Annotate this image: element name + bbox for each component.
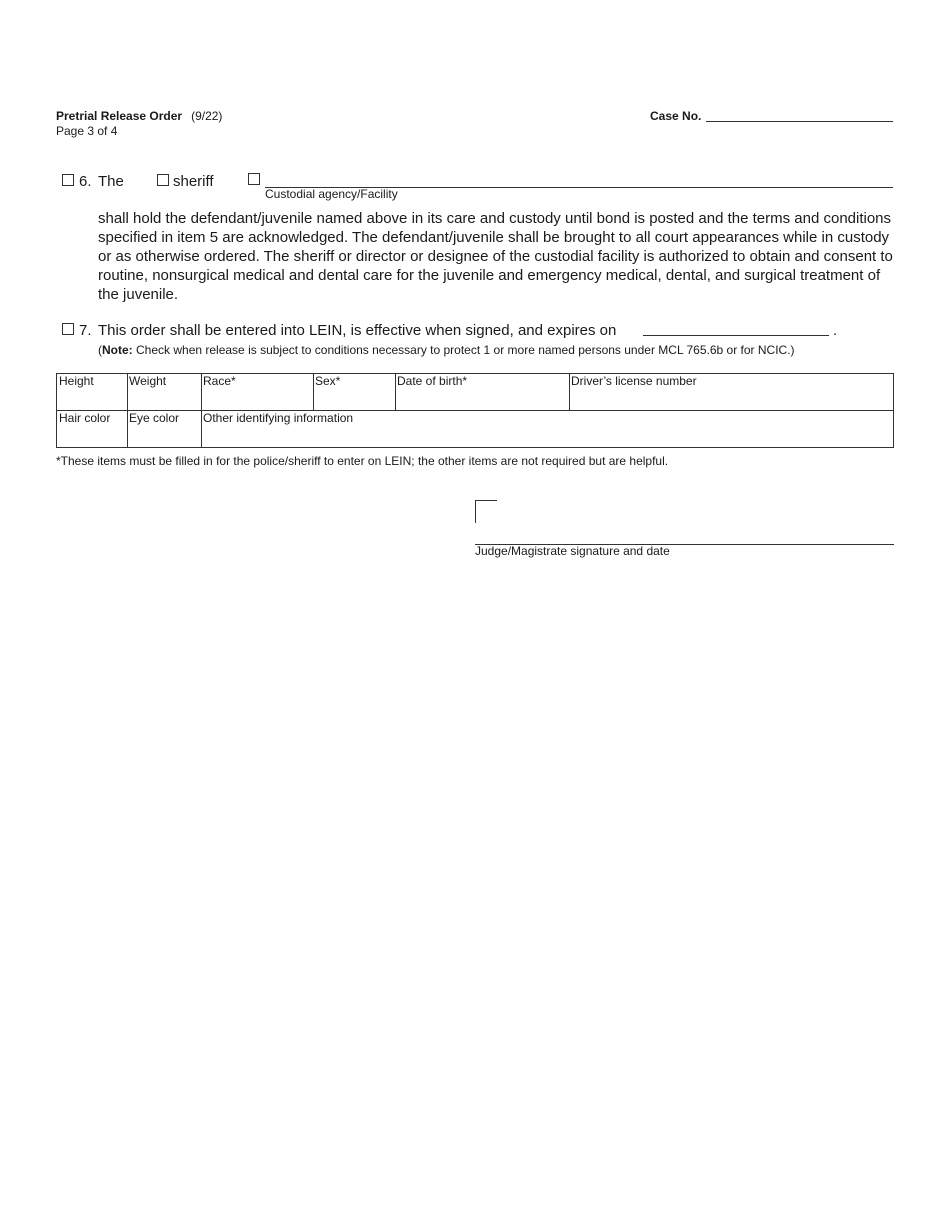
case-number-field[interactable] [706,121,893,122]
weight-field[interactable] [127,374,201,410]
item-7-number: 7. [79,322,92,339]
expiration-date-field[interactable] [643,335,829,336]
date-of-birth-label: Date of birth* [397,374,468,388]
table-footnote: *These items must be filled in for the police/sheriff to enter on LEIN; the other items are not required but are helpful. [56,454,669,468]
item-7-text: This order shall be entered into LEIN, is effective when signed, and expires on [98,322,617,339]
item-7-period: . [833,322,838,339]
page-number: Page 3 of 4 [56,124,118,138]
signature-corner-mark [475,500,497,501]
sheriff-label: sheriff [173,173,214,190]
hair-color-label: Hair color [59,411,111,425]
height-label: Height [59,374,94,388]
sex-label: Sex* [315,374,341,388]
eye-color-field[interactable] [127,411,201,447]
other-identifying-info-label: Other identifying information [203,411,354,425]
item-6-checkbox[interactable] [62,174,74,186]
identification-table [56,373,894,448]
date-of-birth-field[interactable] [395,374,569,410]
case-number-label: Case No. [650,109,702,123]
item-6-the-label: The [98,173,124,190]
race-field[interactable] [201,374,313,410]
other-identifying-info-field[interactable] [201,411,893,447]
sheriff-checkbox[interactable] [157,174,169,186]
item-6-number: 6. [79,173,92,190]
race-label: Race* [203,374,236,388]
note-label: Note: [102,343,133,357]
drivers-license-field[interactable] [569,374,893,410]
hair-color-field[interactable] [57,411,127,447]
eye-color-label: Eye color [129,411,180,425]
drivers-license-label: Driver’s license number [571,374,697,388]
item-6-paragraph: shall hold the defendant/juvenile named above in its care and custody until bond is posted and the terms and conditions specified in item 5 are acknowledged. The defendant/juvenile shall be brought to all court appearances while in custody or as otherwise ordered. The sheriff or director or designee of the custodial facility is authorized to obtain and consent to routine, nonsurgical medical and dental care for the juvenile and emergency medical, dental, and surgical treatment of the juvenile. [98,210,893,303]
sex-field[interactable] [313,374,395,410]
item-7-note [98,343,795,357]
weight-label: Weight [129,374,167,388]
item-7-checkbox[interactable] [62,323,74,335]
note-text: Check when release is subject to conditions necessary to protect 1 or more named persons under MCL 765.6b or for NCIC.) [132,343,795,357]
height-field[interactable] [57,374,127,410]
judge-signature-label: Judge/Magistrate signature and date [475,544,670,558]
custodial-agency-label: Custodial agency/Facility [265,187,398,201]
form-title-text: Pretrial Release Order [56,109,183,123]
form-revision: (9/22) [191,109,223,123]
signature-corner-mark [475,500,476,523]
custodial-agency-checkbox[interactable] [248,173,260,185]
form-title [56,109,222,123]
note-open-paren: ( [98,343,102,357]
